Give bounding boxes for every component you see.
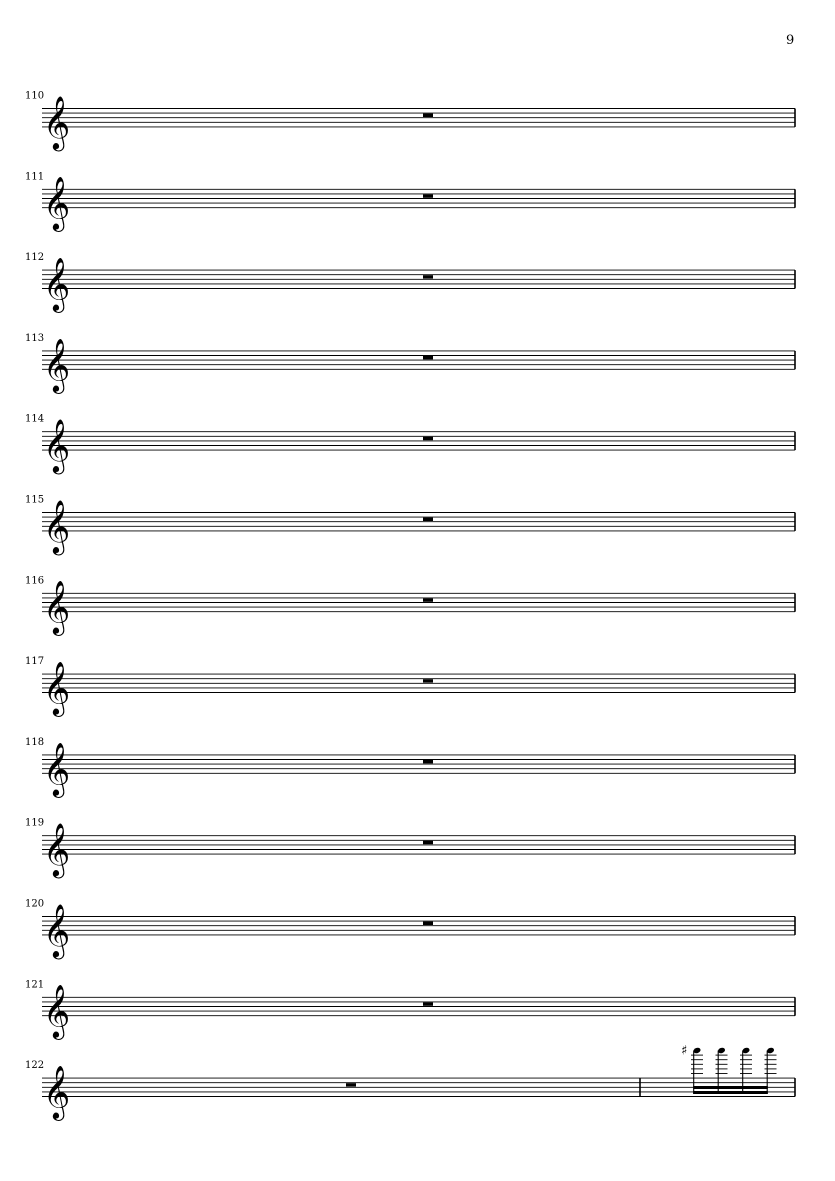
treble-clef-icon: 𝄞 xyxy=(43,175,71,230)
whole-rest-icon xyxy=(423,518,433,521)
treble-clef-icon: 𝄞 xyxy=(43,741,71,796)
measure-number: 121 xyxy=(25,979,45,991)
page-number: 9 xyxy=(786,33,795,48)
whole-rest-icon xyxy=(423,760,433,763)
measure-number: 111 xyxy=(25,171,45,183)
treble-clef-icon: 𝄞 xyxy=(43,902,71,957)
treble-clef-icon: 𝄞 xyxy=(43,498,71,553)
staff-system xyxy=(25,1044,795,1121)
whole-rest-icon xyxy=(423,194,433,197)
staff-system xyxy=(25,171,795,231)
treble-clef-icon: 𝄞 xyxy=(43,418,71,473)
staff-system xyxy=(25,575,795,635)
measure-number: 118 xyxy=(25,736,45,748)
treble-clef-icon: 𝄞 xyxy=(43,94,71,149)
measure-number: 119 xyxy=(25,817,45,829)
treble-clef-icon: 𝄞 xyxy=(43,1064,71,1119)
whole-rest-icon xyxy=(423,922,433,925)
treble-clef-icon: 𝄞 xyxy=(43,579,71,634)
whole-rest-icon xyxy=(423,275,433,278)
measure-number: 120 xyxy=(25,898,45,910)
staff-system xyxy=(25,737,795,797)
measure-number: 114 xyxy=(25,413,45,425)
measure-number: 117 xyxy=(25,656,45,668)
whole-rest-icon xyxy=(346,1083,356,1086)
measure-number: 122 xyxy=(25,1060,45,1072)
staff-system xyxy=(25,91,795,151)
staff-system xyxy=(25,252,795,312)
measure-number: 116 xyxy=(25,575,45,587)
staff-system xyxy=(25,979,795,1039)
staff-system xyxy=(25,656,795,716)
staff-system xyxy=(25,818,795,878)
whole-rest-icon xyxy=(423,1002,433,1005)
whole-rest-icon xyxy=(423,356,433,359)
treble-clef-icon: 𝄞 xyxy=(43,822,71,877)
whole-rest-icon xyxy=(423,598,433,601)
note-beam xyxy=(693,1091,768,1094)
treble-clef-icon: 𝄞 xyxy=(43,256,71,311)
measure-number: 115 xyxy=(25,494,45,506)
whole-rest-icon xyxy=(423,679,433,682)
measure-number: 110 xyxy=(25,90,45,102)
measure-number: 112 xyxy=(25,252,45,264)
measure-number: 113 xyxy=(25,332,45,344)
whole-rest-icon xyxy=(423,437,433,440)
staff-system xyxy=(25,333,795,393)
staff-system xyxy=(25,495,795,555)
treble-clef-icon: 𝄞 xyxy=(43,660,71,715)
note-beam xyxy=(693,1086,768,1089)
whole-rest-icon xyxy=(423,114,433,117)
staff-system xyxy=(25,414,795,474)
sharp-icon: ♯ xyxy=(681,1043,688,1059)
staff-system xyxy=(25,899,795,959)
whole-rest-icon xyxy=(423,841,433,844)
treble-clef-icon: 𝄞 xyxy=(43,983,71,1038)
treble-clef-icon: 𝄞 xyxy=(43,337,71,392)
